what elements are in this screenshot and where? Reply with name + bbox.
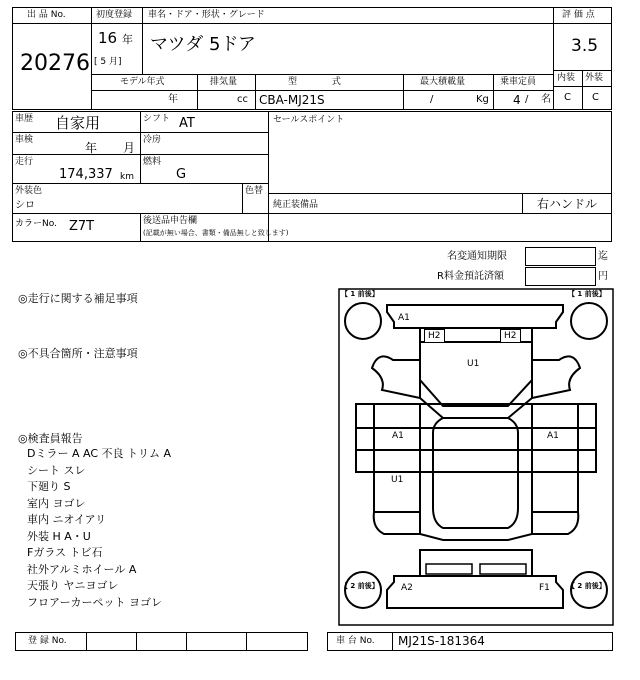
mark-front-bumper: A1 [395, 312, 413, 324]
displacement-unit: cc [237, 94, 248, 105]
chassis-number-label: 車 台 No. [336, 636, 375, 646]
recycle-fee-field [525, 267, 596, 286]
model-year-unit: 年 [168, 94, 178, 105]
interior-label: 内装 [557, 73, 576, 83]
ac-label: 冷房 [143, 135, 162, 145]
steering-position: 右ハンドル [537, 197, 598, 211]
interior-grade: C [564, 92, 571, 103]
mark-left-side: A1 [392, 431, 404, 441]
tag-top-left: 【 1 前後】 [341, 290, 379, 298]
model-year-label: モデル年式 [120, 77, 165, 87]
report-line: Dミラー A AC 不良 トリム A [27, 447, 172, 460]
history-value: 自家用 [55, 114, 101, 132]
first-registration-label: 初度登録 [96, 10, 133, 20]
name-change-deadline-unit: 迄 [598, 251, 608, 262]
mark-left-headlight: H2 [424, 329, 445, 343]
car-name: マツダ 5ドア [150, 34, 256, 55]
car-condition-diagram [338, 288, 614, 626]
chassis-number-box [327, 632, 613, 651]
capacity-value: 4 [513, 93, 521, 107]
recycle-fee-unit: 円 [598, 271, 608, 282]
capacity-slash: / [525, 94, 529, 105]
report-line: フロアーカーペット ヨゴレ [27, 595, 162, 609]
first-registration-year: 16 [98, 29, 118, 47]
lot-number: 20276 [20, 51, 90, 76]
mark-rear-left: A2 [401, 583, 413, 593]
report-line: 天張り ヤニヨゴレ [27, 579, 119, 592]
vehicle-header-box [91, 7, 554, 110]
exterior-color-label: 外装色 [15, 186, 43, 196]
color-change-label: 色替 [245, 186, 264, 196]
report-line: 車内 ニオイアリ [27, 513, 107, 526]
capacity-unit: 名 [541, 94, 551, 105]
inspector-report-heading: ◎検査員報告 [18, 432, 83, 445]
mileage-label: 走行 [15, 157, 34, 167]
mark-right-side: A1 [547, 431, 559, 441]
fuel-value: G [176, 167, 187, 182]
report-line: 社外アルミホイール A [27, 562, 137, 576]
name-change-deadline-field [525, 247, 596, 266]
sales-point-label: セールスポイント [273, 115, 345, 125]
tag-top-right: 【 1 前後】 [568, 290, 606, 298]
mark-right-headlight: H2 [500, 329, 521, 343]
aftermarket-label: 後送品申告欄 [143, 216, 198, 226]
tag-bottom-left: 【 2 前後】 [341, 582, 379, 590]
report-line: Fガラス トビ石 [27, 546, 103, 559]
details-box [12, 111, 612, 242]
aftermarket-note: (記載が無い場合、書類・備品無しと致します) [143, 229, 289, 237]
mileage-unit: km [120, 172, 134, 182]
shift-value: AT [179, 116, 195, 131]
shift-label: シフト [143, 114, 171, 124]
report-line: 室内 ヨゴレ [27, 496, 86, 510]
exterior-color-value: シロ [15, 200, 35, 211]
mark-rear-right: F1 [539, 583, 550, 593]
overall-score: 3.5 [571, 36, 599, 56]
defects-heading: ◎不具合箇所・注意事項 [18, 347, 138, 360]
max-load-unit: Kg [476, 94, 489, 105]
first-registration-month: [ 5 月] [94, 57, 122, 67]
report-line: 下廻り S [27, 480, 71, 493]
car-name-label: 車名・ドア・形状・グレード [148, 10, 265, 20]
color-number-label: カラーNo. [15, 219, 57, 229]
recycle-fee-label: R料金預託済額 [437, 271, 504, 282]
year-unit: 年 [122, 33, 133, 46]
lot-number-label: 出 品 No. [27, 10, 66, 20]
max-load-label: 最大積載量 [420, 77, 466, 87]
model-code: CBA-MJ21S [259, 93, 325, 107]
mark-hood: U1 [467, 359, 480, 369]
fuel-label: 燃料 [143, 157, 162, 167]
car-outline-drawing [338, 288, 614, 626]
inspection-month: 月 [123, 141, 136, 155]
color-number-value: Z7T [69, 219, 95, 234]
score-box [553, 7, 612, 110]
name-change-deadline-label: 名変通知期限 [447, 251, 507, 262]
chassis-number-value: MJ21S-181364 [398, 634, 485, 648]
mark-left-rear-door: U1 [391, 475, 404, 485]
inspection-year: 年 [85, 141, 98, 155]
capacity-label: 乗車定員 [500, 77, 537, 87]
driving-notes-heading: ◎走行に関する補足事項 [18, 292, 138, 305]
report-line: 外装 H A・U [27, 529, 91, 543]
report-line: シート スレ [27, 463, 86, 477]
score-label: 評 価 点 [562, 10, 595, 20]
lot-number-box [12, 7, 92, 110]
inspection-label: 車検 [15, 135, 34, 145]
max-load-slash: / [430, 94, 434, 105]
tag-bottom-right: 【 2 前後】 [568, 582, 606, 590]
registration-number-label: 登 録 No. [28, 636, 67, 646]
exterior-grade: C [592, 92, 599, 103]
exterior-label: 外装 [585, 73, 604, 83]
model-label: 型 式 [288, 77, 341, 87]
history-label: 車歴 [15, 114, 34, 124]
mileage-value: 174,337 [59, 167, 113, 182]
genuine-equipment-label: 純正装備品 [273, 200, 319, 210]
displacement-label: 排気量 [210, 77, 238, 87]
registration-number-box [15, 632, 308, 651]
